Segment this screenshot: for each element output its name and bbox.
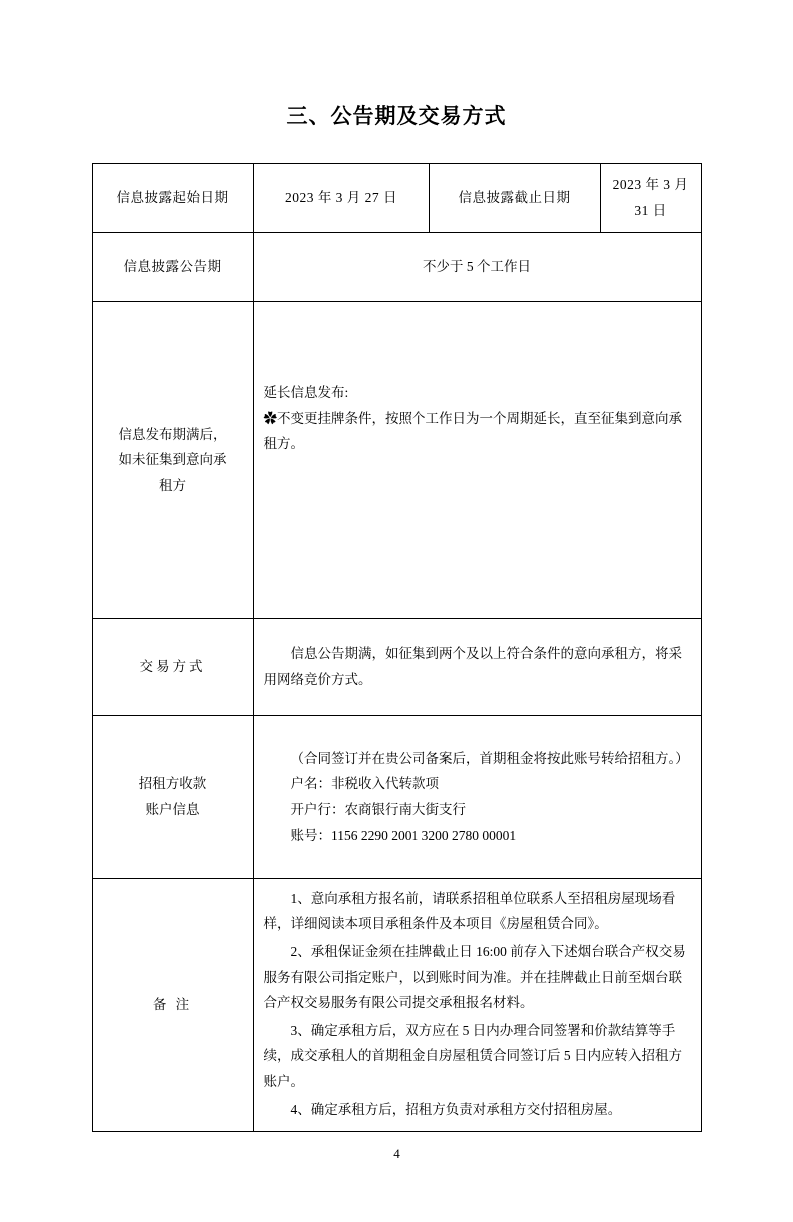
account-number: 账号：1156 2290 2001 3200 2780 00001 [290, 827, 517, 843]
main-table-container [0, 163, 793, 1132]
label-no-tenant-collected [92, 302, 253, 619]
label-line-1: 信息发布期满后， [118, 426, 227, 442]
table-row [92, 879, 701, 1132]
value-no-tenant-collected [253, 302, 701, 619]
value-disclosure-start-date: 2023 年 3 月 27 日 [253, 164, 429, 233]
value-transaction-method [253, 619, 701, 716]
remark-item-3: 3、确定承租方后，双方应在 5 日内办理合同签署和价款结算等手续，成交承租人的首期租金自房屋租赁合同签订后 5 日内应转入招租方账户。 [263, 1022, 682, 1090]
label-line-1: 招租方收款 [138, 776, 207, 792]
table-row [92, 716, 701, 879]
remark-item-4: 4、确定承租方后，招租方负责对承租方交付招租房屋。 [290, 1101, 622, 1117]
table-row [92, 619, 701, 716]
label-remarks: 备 注 [92, 879, 253, 1132]
label-transaction-method: 交易方式 [92, 619, 253, 716]
extend-publish-line: 延长信息发布: [263, 385, 349, 400]
label-disclosure-start-date: 信息披露起始日期 [92, 164, 253, 233]
account-bank: 开户行：农商银行南大街支行 [290, 802, 466, 817]
value-landlord-account-info [253, 716, 701, 879]
value-remarks [253, 879, 701, 1132]
table-row [92, 164, 701, 233]
value-disclosure-period: 不少于 5 个工作日 [253, 233, 701, 302]
label-landlord-account-info [92, 716, 253, 879]
label-line-2: 账户信息 [145, 802, 200, 817]
label-line-2: 如未征集到意向承 [118, 452, 227, 468]
transaction-method-text: 信息公告期满，如征集到两个及以上符合条件的意向承租方，将采用网络竞价方式。 [263, 646, 682, 687]
label-line-3: 租方 [159, 477, 186, 493]
disclosure-table [92, 163, 702, 1132]
remark-item-1: 1、意向承租方报名前，请联系招租单位联系人至招租房屋现场看样，详细阅读本项目承租条件及本项目《房屋租赁合同》。 [263, 890, 676, 932]
document-page [0, 100, 793, 1222]
remark-item-2: 2、承租保证金须在挂牌截止日 16:00 前存入下述烟台联合产权交易服务有限公司指定账户，以到账时间为准。并在挂牌截止日前至烟台联合产权交易服务有限公司提交承租报名材料。 [263, 943, 686, 1011]
account-holder: 户名：非税收入代转款项 [290, 776, 439, 792]
page-number: 4 [393, 1146, 400, 1161]
value-disclosure-end-date: 2023 年 3 月 31 日 [600, 164, 701, 233]
extend-publish-detail: ✿不变更挂牌条件，按照个工作日为一个周期延长，直至征集到意向承租方。 [263, 410, 682, 452]
account-note: （合同签订并在贵公司备案后，首期租金将按此账号转给招租方。） [290, 750, 689, 766]
label-disclosure-end-date: 信息披露截止日期 [429, 164, 600, 233]
page-title: 三、公告期及交易方式 [286, 104, 507, 128]
table-row [92, 302, 701, 619]
label-disclosure-period: 信息披露公告期 [92, 233, 253, 302]
table-row [92, 233, 701, 302]
